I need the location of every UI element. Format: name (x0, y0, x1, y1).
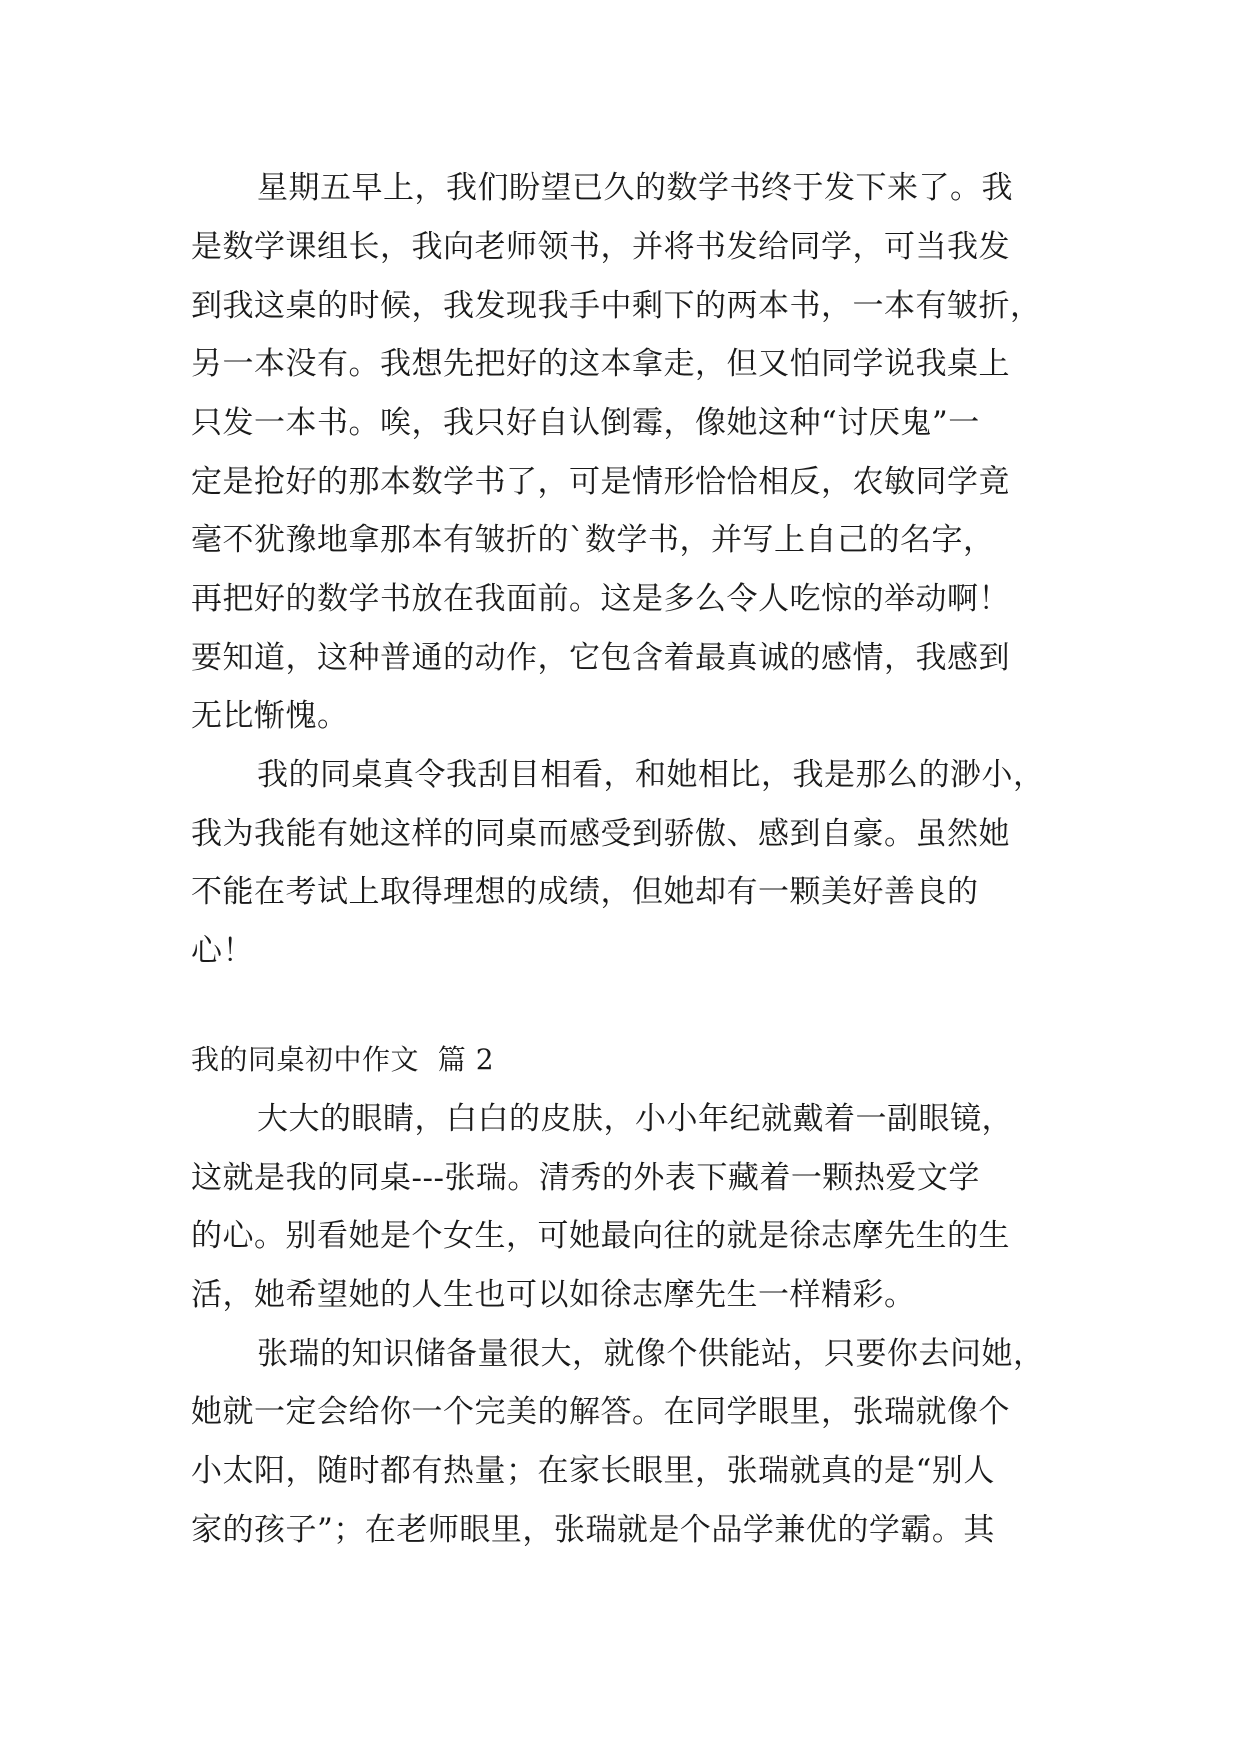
paragraph-line: 小太阳，随时都有热量；在家长眼里，张瑞就真的是“别人 (191, 1453, 995, 1489)
paragraph-line: 另一本没有。我想先把好的这本拿走，但又怕同学说我桌上 (191, 346, 1010, 382)
paragraph-line: 无比惭愧。 (191, 698, 349, 734)
paragraph-line: 张瑞的知识储备量很大，就像个供能站，只要你去问她， (257, 1336, 1045, 1372)
paragraph-line: 家的孩子”；在老师眼里，张瑞就是个品学兼优的学霸。其 (191, 1512, 995, 1548)
paragraph-line: 再把好的数学书放在我面前。这是多么令人吃惊的举动啊！ (191, 581, 1010, 617)
paragraph-line: 只发一本书。唉，我只好自认倒霉，像她这种“讨厌鬼”一 (191, 405, 980, 441)
section-heading: 我的同桌初中作文 篇 2 (191, 1043, 495, 1076)
paragraph-line: 活，她希望她的人生也可以如徐志摩先生一样精彩。 (191, 1277, 916, 1313)
paragraph-line: 心！ (191, 933, 254, 969)
paragraph-line: 她就一定会给你一个完美的解答。在同学眼里，张瑞就像个 (191, 1394, 1010, 1430)
paragraph-line: 要知道，这种普通的动作，它包含着最真诚的感情，我感到 (191, 640, 1010, 676)
paragraph-line: 我的同桌真令我刮目相看，和她相比，我是那么的渺小， (257, 757, 1045, 793)
paragraph-line: 大大的眼睛，白白的皮肤，小小年纪就戴着一副眼镜， (257, 1101, 1013, 1137)
paragraph-line: 是数学课组长，我向老师领书，并将书发给同学，可当我发 (191, 229, 1010, 265)
paragraph-line: 定是抢好的那本数学书了，可是情形恰恰相反，农敏同学竟 (191, 464, 1010, 500)
paragraph-line: 的心。别看她是个女生，可她最向往的就是徐志摩先生的生 (191, 1218, 1010, 1254)
paragraph-line: 这就是我的同桌---张瑞。清秀的外表下藏着一颗热爱文学 (191, 1160, 980, 1196)
paragraph-line: 到我这桌的时候，我发现我手中剩下的两本书，一本有皱折， (191, 288, 1042, 324)
paragraph-line: 毫不犹豫地拿那本有皱折的`数学书，并写上自己的名字， (191, 522, 995, 558)
paragraph-line: 我为我能有她这样的同桌而感受到骄傲、感到自豪。虽然她 (191, 816, 1010, 852)
paragraph-line: 不能在考试上取得理想的成绩，但她却有一颗美好善良的 (191, 874, 979, 910)
paragraph-line: 星期五早上，我们盼望已久的数学书终于发下来了。我 (257, 170, 1013, 206)
